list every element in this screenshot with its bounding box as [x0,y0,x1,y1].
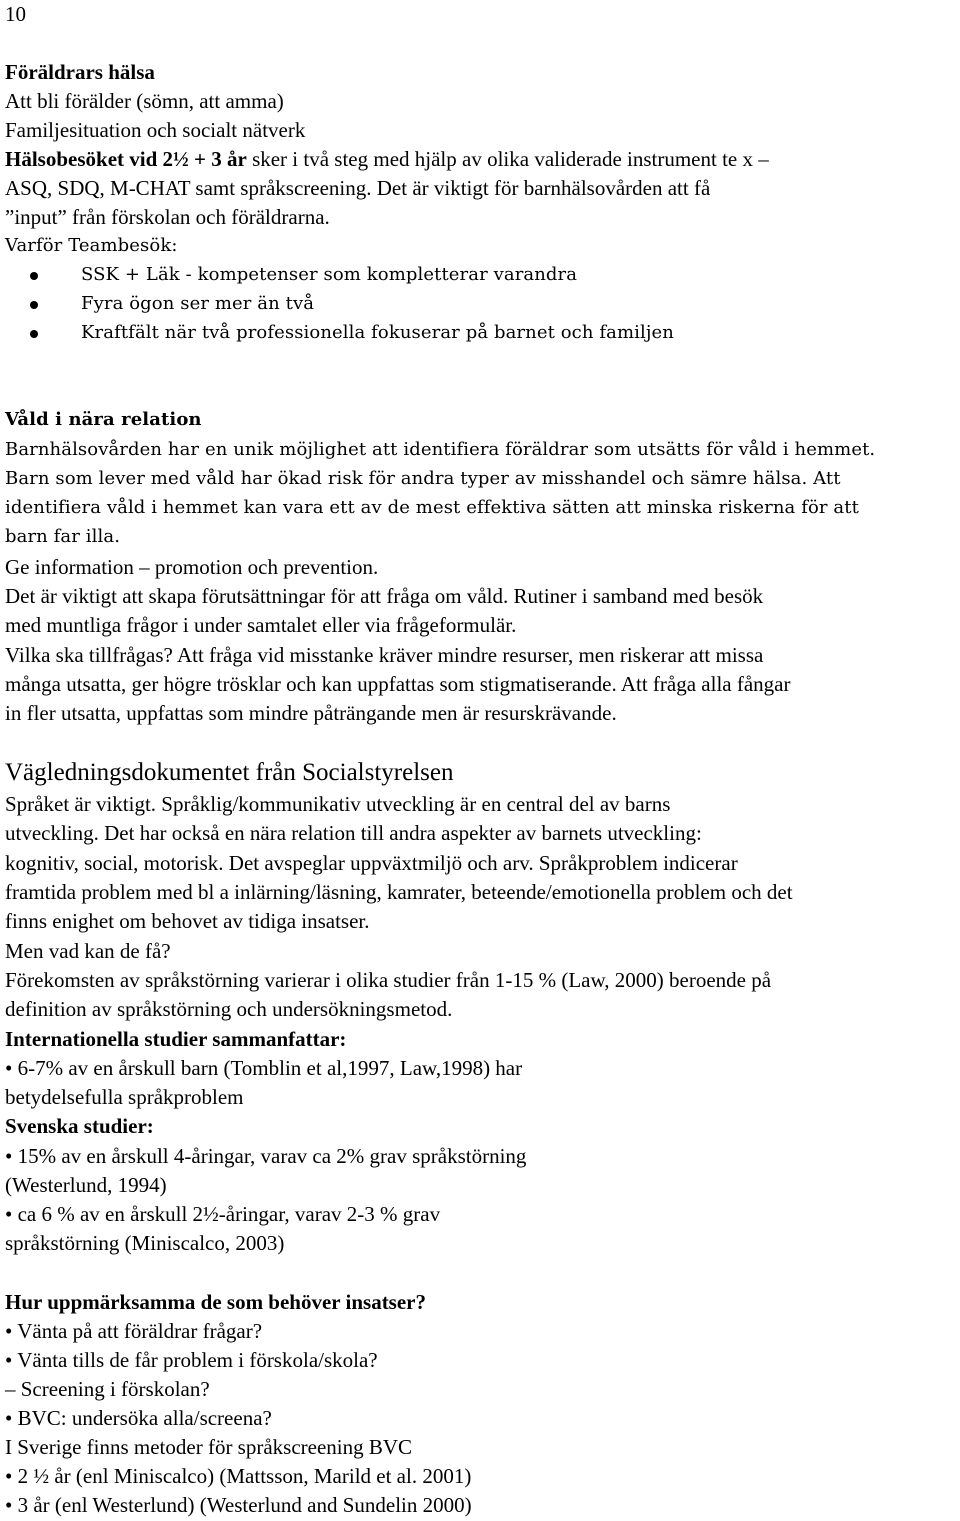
bullet-icon [30,272,38,280]
list-item-continued: språkstörning (Miniscalco, 2003) [5,1231,285,1255]
list-item-continued: (Westerlund, 1994) [5,1173,167,1197]
list-item: • Vänta tills de får problem i förskola/skola? [5,1348,378,1372]
list-item: SSK + Läk - kompetenser som kompletterar varandra [81,264,578,285]
list-item: • 15% av en årskull 4-åringar, varav ca 2% grav språkstörning [5,1144,527,1168]
heading-parental-health: Föräldrars hälsa [5,60,155,84]
bullet-icon [30,330,38,338]
heading-international-studies: Internationella studier sammanfattar: [5,1027,347,1051]
paragraph-line: kognitiv, social, motorisk. Det avspeglar uppväxtmiljö och arv. Språkproblem indicerar [5,851,738,875]
paragraph-line: in fler utsatta, uppfattas som mindre påträngande men är resurskrävande. [5,701,617,725]
list-item: Fyra ögon ser mer än två [81,293,315,314]
list-item: • 6-7% av en årskull barn (Tomblin et al,1997, Law,1998) har [5,1056,523,1080]
paragraph-line: definition av språkstörning och undersökningsmetod. [5,997,453,1021]
paragraph-line [5,147,769,171]
paragraph-line: många utsatta, ger högre trösklar och kan uppfattas som stigmatiserande. Att fråga alla fångar [5,672,791,696]
paragraph-line: utveckling. Det har också en nära relation till andra aspekter av barnets utveckling: [5,821,702,845]
list-item: • BVC: undersöka alla/screena? [5,1406,272,1430]
list-item: • 2 ½ år (enl Miniscalco) (Mattsson, Marild et al. 2001) [5,1464,472,1488]
paragraph-line: med muntliga frågor i under samtalet eller via frågeformulär. [5,613,517,637]
paragraph-line: ASQ, SDQ, M-CHAT samt språkscreening. Det är viktigt för barnhälsovården att få [5,176,711,200]
paragraph-line: Ge information – promotion och prevention. [5,555,379,579]
list-item: Kraftfält när två professionella fokuserar på barnet och familjen [81,322,674,343]
paragraph-line: framtida problem med bl a inlärning/läsning, kamrater, beteende/emotionella problem och det [5,880,793,904]
paragraph-line: Det är viktigt att skapa förutsättningar för att fråga om våld. Rutiner i samband med besök [5,584,764,608]
heading-swedish-studies: Svenska studier: [5,1114,154,1138]
list-item: • 3 år (enl Westerlund) (Westerlund and Sundelin 2000) [5,1493,472,1517]
paragraph-line: finns enighet om behovet av tidiga insatser. [5,909,370,933]
list-item: – Screening i förskolan? [5,1377,210,1401]
paragraph-line: Vilka ska tillfrågas? Att fråga vid misstanke kräver mindre resurser, men riskerar att missa [5,643,764,667]
team-visit-title: Varför Teambesök: [5,235,178,256]
paragraph-line: Barn som lever med våld har ökad risk för andra typer av misshandel och sämre hälsa. Att [5,468,841,489]
list-item: • ca 6 % av en årskull 2½-åringar, varav 2-3 % grav [5,1202,441,1226]
paragraph-line: Familjesituation och socialt nätverk [5,118,306,142]
paragraph-line: Förekomsten av språkstörning varierar i olika studier från 1-15 % (Law, 2000) beroende på [5,968,772,992]
paragraph-line: barn far illa. [5,526,121,547]
inline-text: sker i två steg med hjälp av olika validerade instrument te x – [246,147,769,171]
heading-attention: Hur uppmärksamma de som behöver insatser? [5,1290,426,1314]
paragraph-line: I Sverige finns metoder för språkscreening BVC [5,1435,413,1459]
paragraph-line: Men vad kan de få? [5,939,171,963]
bullet-icon [30,301,38,309]
paragraph-line: Språket är viktigt. Språklig/kommunikativ utveckling är en central del av barns [5,792,671,816]
paragraph-line: identifiera våld i hemmet kan vara ett av de mest effektiva sätten att minska riskerna för att [5,497,859,518]
paragraph-line: Att bli förälder (sömn, att amma) [5,89,284,113]
paragraph-line: ”input” från förskolan och föräldrarna. [5,205,330,229]
paragraph-line: Barnhälsovården har en unik möjlighet att identifiera föräldrar som utsätts för våld i hemmet. [5,439,876,460]
list-item: • Vänta på att föräldrar frågar? [5,1319,263,1343]
page-number: 10 [5,2,26,26]
bold-phrase: Hälsobesöket vid 2½ + 3 år [5,147,247,171]
list-item-continued: betydelsefulla språkproblem [5,1085,244,1109]
heading-violence: Våld i nära relation [5,409,202,430]
heading-guidance-document: Vägledningsdokumentet från Socialstyrelsen [5,759,454,786]
